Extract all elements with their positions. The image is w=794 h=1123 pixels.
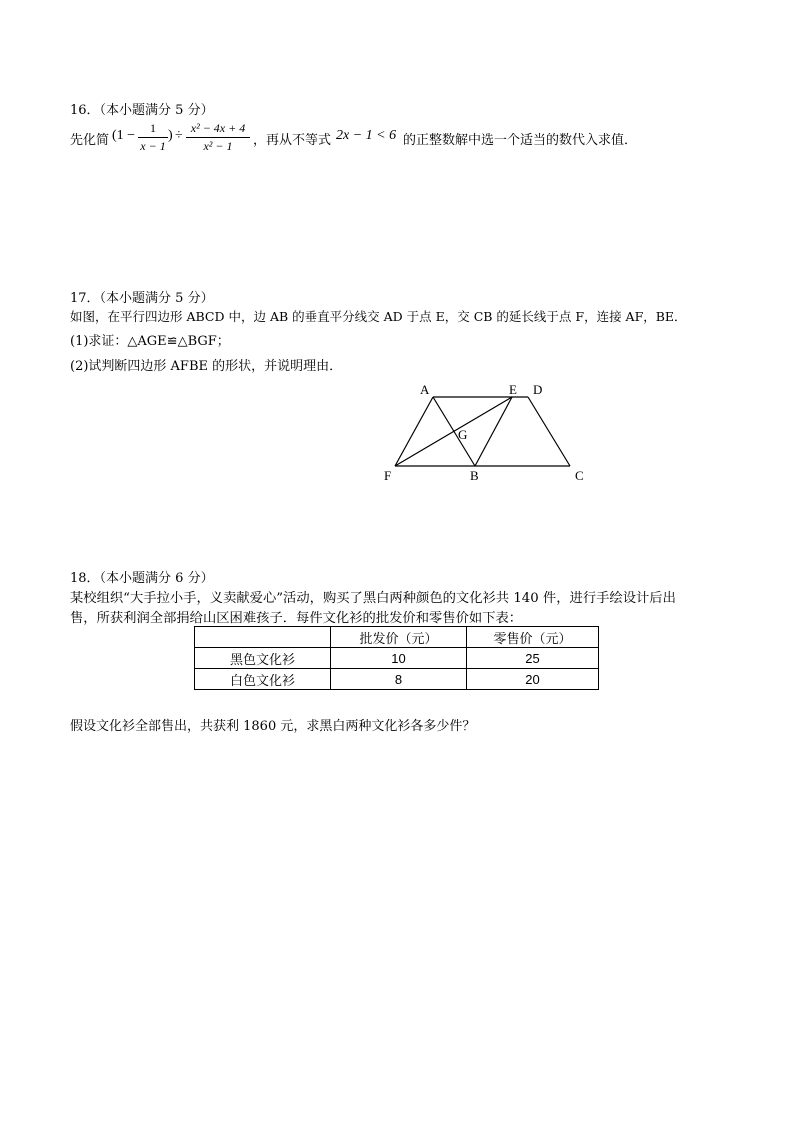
q17-statement: 如图，在平行四边形 ABCD 中，边 AB 的垂直平分线交 AD 于点 E，交 CB 的延长线于点 F，连接 AF，BE．: [70, 309, 687, 324]
label-D: D: [533, 382, 543, 397]
label-G: G: [458, 427, 468, 442]
q16-frac2-numerator: x² − 4x + 4: [190, 121, 246, 135]
segment-DC: [528, 397, 570, 466]
q16-tail-text: 的正整数解中选一个适当的数代入求值．: [403, 133, 638, 148]
q18-header: 18．（本小题满分 6 分）: [70, 571, 214, 586]
q16-fraction-1: [138, 121, 168, 154]
price-table: [194, 626, 599, 690]
q17-header: 17．（本小题满分 5 分）: [70, 291, 214, 306]
table-cell: 25: [467, 648, 599, 669]
label-A: A: [420, 382, 430, 397]
table-header-cell: 批发价（元）: [331, 627, 467, 648]
q16-inequality: 2x − 1 < 6: [336, 128, 397, 143]
q18-statement-line-2: 售，所获利润全部捐给山区困难孩子．每件文化衫的批发价和零售价如下表：: [70, 611, 523, 626]
table-cell: 20: [467, 669, 599, 690]
q16-frac2-denominator: x² − 1: [203, 139, 233, 153]
q18-question: 假设文化衫全部售出，共获利 1860 元，求黑白两种文化衫各多少件？: [70, 719, 476, 734]
table-cell: 黑色文化衫: [195, 648, 331, 669]
q16-expr-close: ): [168, 128, 173, 143]
q16-expr-open: (1 −: [112, 128, 136, 143]
table-header-cell: [195, 627, 331, 648]
q16-header: 16．（本小题满分 5 分）: [70, 103, 214, 118]
table-row: [195, 669, 599, 690]
fraction-bar: [138, 137, 168, 138]
table-cell: 8: [331, 669, 467, 690]
label-E: E: [509, 382, 517, 397]
q16-intro: 先化简: [70, 133, 110, 148]
table-header-cell: 零售价（元）: [467, 627, 599, 648]
q16-divide-sign: ÷: [175, 128, 183, 143]
q16-frac1-denominator: x − 1: [140, 139, 166, 153]
segment-EF: [395, 397, 512, 466]
fraction-bar: [186, 137, 250, 138]
q16-fraction-2: [186, 121, 250, 154]
label-B: B: [470, 468, 479, 483]
table-cell: 白色文化衫: [195, 669, 331, 690]
q16-frac1-numerator: 1: [150, 121, 156, 135]
q17-part-1: (1)求证：△AGE≌△BGF；: [70, 334, 230, 349]
label-F: F: [384, 468, 392, 483]
parallelogram-figure: [380, 380, 600, 490]
label-C: C: [575, 468, 584, 483]
table-row: [195, 648, 599, 669]
table-cell: 10: [331, 648, 467, 669]
q18-statement-line-1: 某校组织“大手拉小手，义卖献爱心”活动，购买了黑白两种颜色的文化衫共 140 件，进行手绘设计后出: [70, 591, 676, 606]
segment-AF: [395, 397, 433, 466]
q17-part-2: (2)试判断四边形 AFBE 的形状，并说明理由．: [70, 359, 343, 374]
q16-mid-text: ，再从不等式: [253, 133, 332, 148]
table-header-row: [195, 627, 599, 648]
